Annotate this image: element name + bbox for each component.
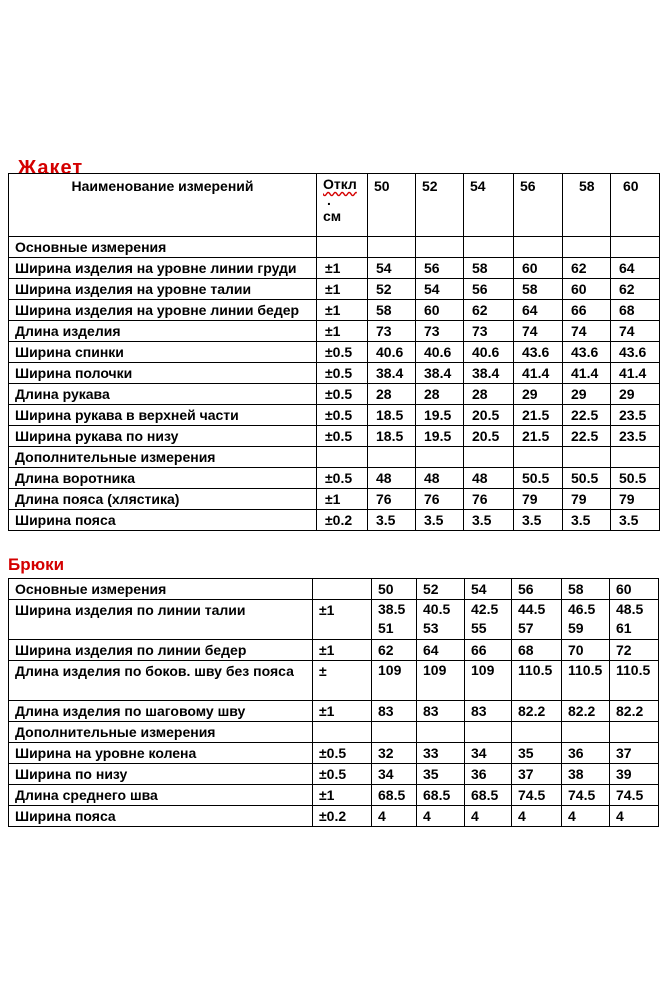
size-value: 50.5 [563, 468, 611, 489]
table-row [9, 764, 659, 785]
size-value: 34 [465, 743, 512, 764]
measurement-name: Основные измерения [9, 579, 313, 600]
size-value [464, 447, 514, 468]
size-value: 74.5 [562, 785, 610, 806]
size-value [563, 447, 611, 468]
size-value: 20.5 [464, 426, 514, 447]
size-value: 73 [416, 321, 464, 342]
size-value: 83 [465, 701, 512, 722]
measurement-name: Ширина пояса [9, 510, 317, 531]
size-value: 43.6 [514, 342, 563, 363]
measurement-name: Ширина спинки [9, 342, 317, 363]
size-value: 44.5 57 [512, 600, 562, 640]
size-value: 38 [562, 764, 610, 785]
tolerance-value: ±0.5 [317, 384, 368, 405]
measurement-name: Ширина изделия по линии бедер [9, 640, 313, 661]
size-value: 52 [368, 279, 416, 300]
table-row [9, 743, 659, 764]
table-row [9, 363, 660, 384]
size-value: 29 [563, 384, 611, 405]
size-value: 3.5 [611, 510, 660, 531]
tolerance-value: ±0.5 [313, 764, 372, 785]
size-value: 48 [368, 468, 416, 489]
size-value: 4 [465, 806, 512, 827]
size-value: 83 [372, 701, 417, 722]
size-value [563, 237, 611, 258]
table-row [9, 468, 660, 489]
table-row [9, 426, 660, 447]
size-value: 4 [372, 806, 417, 827]
tolerance-value: ±1 [317, 300, 368, 321]
size-value: 72 [610, 640, 659, 661]
size-value: 41.4 [514, 363, 563, 384]
size-value: 110.5 [610, 661, 659, 701]
size-value: 39 [610, 764, 659, 785]
size-value: 74 [563, 321, 611, 342]
size-value: 37 [610, 743, 659, 764]
measurement-name: Ширина полочки [9, 363, 317, 384]
measurement-name: Ширина пояса [9, 806, 313, 827]
measurement-name: Ширина рукава в верхней части [9, 405, 317, 426]
size-value: 29 [611, 384, 660, 405]
size-value: 38.4 [416, 363, 464, 384]
size-value: 70 [562, 640, 610, 661]
header-size: 50 [368, 174, 416, 237]
size-value [465, 722, 512, 743]
size-value: 43.6 [563, 342, 611, 363]
tolerance-value: ±1 [313, 701, 372, 722]
size-value: 33 [417, 743, 465, 764]
table-row [9, 806, 659, 827]
size-value: 48 [416, 468, 464, 489]
size-value: 41.4 [611, 363, 660, 384]
tolerance-value: ± [313, 661, 372, 701]
size-value: 40.6 [416, 342, 464, 363]
size-value: 19.5 [416, 405, 464, 426]
tolerance-value: ±0.5 [317, 426, 368, 447]
size-value: 56 [464, 279, 514, 300]
measurement-name: Длина рукава [9, 384, 317, 405]
size-value: 3.5 [514, 510, 563, 531]
size-value: 66 [465, 640, 512, 661]
table-row [9, 510, 660, 531]
jacket-measurements-table [8, 173, 660, 531]
size-value: 54 [465, 579, 512, 600]
size-value: 73 [368, 321, 416, 342]
size-value: 82.2 [562, 701, 610, 722]
tolerance-value: ±1 [313, 640, 372, 661]
tolerance-value [313, 722, 372, 743]
size-value: 46.5 59 [562, 600, 610, 640]
size-value [611, 447, 660, 468]
size-value [512, 722, 562, 743]
size-value: 34 [372, 764, 417, 785]
measurement-name: Длина изделия [9, 321, 317, 342]
size-value: 48 [464, 468, 514, 489]
size-value: 109 [465, 661, 512, 701]
size-value: 21.5 [514, 405, 563, 426]
tolerance-value: ±1 [313, 785, 372, 806]
size-value: 68 [611, 300, 660, 321]
size-value: 79 [611, 489, 660, 510]
size-value: 60 [563, 279, 611, 300]
measurement-name: Длина пояса (хлястика) [9, 489, 317, 510]
measurement-name: Основные измерения [9, 237, 317, 258]
tolerance-value: ±1 [317, 279, 368, 300]
table-row [9, 579, 659, 600]
table-row [9, 384, 660, 405]
size-value: 48.5 61 [610, 600, 659, 640]
header-tolerance-line3: см [323, 208, 342, 224]
trousers-table-body [9, 579, 659, 827]
tolerance-value: ±0.5 [317, 363, 368, 384]
size-value: 109 [417, 661, 465, 701]
header-tolerance [317, 174, 368, 237]
size-value: 73 [464, 321, 514, 342]
table-row [9, 489, 660, 510]
size-value: 50.5 [611, 468, 660, 489]
table-row [9, 300, 660, 321]
size-value: 42.5 55 [465, 600, 512, 640]
tolerance-value: ±1 [313, 600, 372, 640]
table-row [9, 722, 659, 743]
size-value: 66 [563, 300, 611, 321]
measurement-name: Ширина на уровне колена [9, 743, 313, 764]
measurement-name: Ширина по низу [9, 764, 313, 785]
size-value: 74.5 [610, 785, 659, 806]
tolerance-value: ±0.5 [313, 743, 372, 764]
measurement-name: Длина среднего шва [9, 785, 313, 806]
size-value: 58 [514, 279, 563, 300]
tolerance-value [313, 579, 372, 600]
size-value: 82.2 [610, 701, 659, 722]
size-value: 62 [563, 258, 611, 279]
table-row [9, 661, 659, 701]
header-measurement-name: Наименование измерений [9, 174, 317, 237]
size-value: 68 [512, 640, 562, 661]
tolerance-value: ±0.5 [317, 342, 368, 363]
size-value: 62 [372, 640, 417, 661]
measurement-name: Ширина изделия на уровне талии [9, 279, 317, 300]
header-tolerance-line2: . [327, 192, 331, 208]
size-value [417, 722, 465, 743]
size-value: 68.5 [372, 785, 417, 806]
size-value: 20.5 [464, 405, 514, 426]
size-value [416, 237, 464, 258]
tolerance-value: ±0.2 [317, 510, 368, 531]
tolerance-value [317, 447, 368, 468]
size-value: 60 [610, 579, 659, 600]
size-value: 64 [514, 300, 563, 321]
size-value: 50 [372, 579, 417, 600]
size-value: 18.5 [368, 405, 416, 426]
table-row [9, 342, 660, 363]
measurement-name: Длина изделия по шаговому шву [9, 701, 313, 722]
jacket-table-body [9, 237, 660, 531]
size-value: 54 [416, 279, 464, 300]
size-value: 41.4 [563, 363, 611, 384]
size-value: 38.4 [464, 363, 514, 384]
size-value: 76 [464, 489, 514, 510]
cropped-red-heading: Жакет [18, 157, 84, 179]
table-row [9, 701, 659, 722]
size-value [464, 237, 514, 258]
size-value: 76 [416, 489, 464, 510]
size-value [610, 722, 659, 743]
table-row [9, 237, 660, 258]
size-value: 62 [464, 300, 514, 321]
size-value [368, 237, 416, 258]
header-size: 54 [464, 174, 514, 237]
size-value: 60 [514, 258, 563, 279]
measurement-name: Ширина изделия по линии талии [9, 600, 313, 640]
size-value: 40.5 53 [417, 600, 465, 640]
size-value: 36 [562, 743, 610, 764]
measurement-name: Длина изделия по боков. шву без пояса [9, 661, 313, 701]
table-row [9, 279, 660, 300]
table-row [9, 785, 659, 806]
table-row [9, 258, 660, 279]
size-value: 38.5 51 [372, 600, 417, 640]
tolerance-value: ±1 [317, 321, 368, 342]
header-size: 56 [514, 174, 563, 237]
measurement-name: Длина воротника [9, 468, 317, 489]
size-value: 4 [512, 806, 562, 827]
size-value: 23.5 [611, 405, 660, 426]
size-value: 37 [512, 764, 562, 785]
size-value [416, 447, 464, 468]
size-value: 40.6 [464, 342, 514, 363]
tolerance-value: ±1 [317, 489, 368, 510]
table-row [9, 447, 660, 468]
size-value: 3.5 [416, 510, 464, 531]
size-value: 62 [611, 279, 660, 300]
size-value: 76 [368, 489, 416, 510]
size-value: 18.5 [368, 426, 416, 447]
size-value [368, 447, 416, 468]
size-value: 52 [417, 579, 465, 600]
size-value: 4 [610, 806, 659, 827]
size-value: 22.5 [563, 405, 611, 426]
trousers-measurements-table [8, 578, 659, 827]
size-value: 58 [464, 258, 514, 279]
header-tolerance-line1: Откл [323, 176, 357, 192]
size-value: 68.5 [465, 785, 512, 806]
size-value: 58 [368, 300, 416, 321]
size-value: 54 [368, 258, 416, 279]
size-value [514, 237, 563, 258]
size-value: 4 [562, 806, 610, 827]
tolerance-value: ±0.5 [317, 405, 368, 426]
size-value: 60 [416, 300, 464, 321]
table-row [9, 600, 659, 640]
size-value: 56 [512, 579, 562, 600]
size-value: 58 [562, 579, 610, 600]
size-value [372, 722, 417, 743]
size-value: 110.5 [562, 661, 610, 701]
size-value: 23.5 [611, 426, 660, 447]
size-value: 68.5 [417, 785, 465, 806]
size-value: 32 [372, 743, 417, 764]
size-value: 35 [417, 764, 465, 785]
size-value: 35 [512, 743, 562, 764]
size-value: 28 [464, 384, 514, 405]
measurement-name: Ширина изделия на уровне линии бедер [9, 300, 317, 321]
size-value: 109 [372, 661, 417, 701]
size-value: 74 [514, 321, 563, 342]
tolerance-value: ±1 [317, 258, 368, 279]
size-value: 19.5 [416, 426, 464, 447]
size-value [611, 237, 660, 258]
header-size: 58 [563, 174, 611, 237]
size-value: 83 [417, 701, 465, 722]
size-value: 3.5 [563, 510, 611, 531]
size-value: 29 [514, 384, 563, 405]
size-value: 4 [417, 806, 465, 827]
size-value: 79 [514, 489, 563, 510]
measurement-name: Дополнительные измерения [9, 447, 317, 468]
size-value: 22.5 [563, 426, 611, 447]
measurement-name: Ширина изделия на уровне линии груди [9, 258, 317, 279]
size-value: 56 [416, 258, 464, 279]
size-value: 36 [465, 764, 512, 785]
measurement-name: Ширина рукава по низу [9, 426, 317, 447]
size-value: 79 [563, 489, 611, 510]
size-value [514, 447, 563, 468]
size-value: 74.5 [512, 785, 562, 806]
measurement-name: Дополнительные измерения [9, 722, 313, 743]
size-value: 21.5 [514, 426, 563, 447]
tolerance-value [317, 237, 368, 258]
size-value: 110.5 [512, 661, 562, 701]
size-value: 3.5 [464, 510, 514, 531]
size-value: 74 [611, 321, 660, 342]
header-size: 60 [611, 174, 660, 237]
size-value: 40.6 [368, 342, 416, 363]
size-value: 64 [417, 640, 465, 661]
size-value: 38.4 [368, 363, 416, 384]
tolerance-value: ±0.5 [317, 468, 368, 489]
header-size: 52 [416, 174, 464, 237]
size-value: 28 [368, 384, 416, 405]
table-header-row [9, 174, 660, 237]
size-value: 3.5 [368, 510, 416, 531]
table-row [9, 321, 660, 342]
size-value: 43.6 [611, 342, 660, 363]
size-value: 82.2 [512, 701, 562, 722]
size-value [562, 722, 610, 743]
tolerance-value: ±0.2 [313, 806, 372, 827]
size-value: 50.5 [514, 468, 563, 489]
table-row [9, 405, 660, 426]
size-value: 28 [416, 384, 464, 405]
trousers-section-title: Брюки [8, 555, 65, 574]
table-row [9, 640, 659, 661]
size-value: 64 [611, 258, 660, 279]
